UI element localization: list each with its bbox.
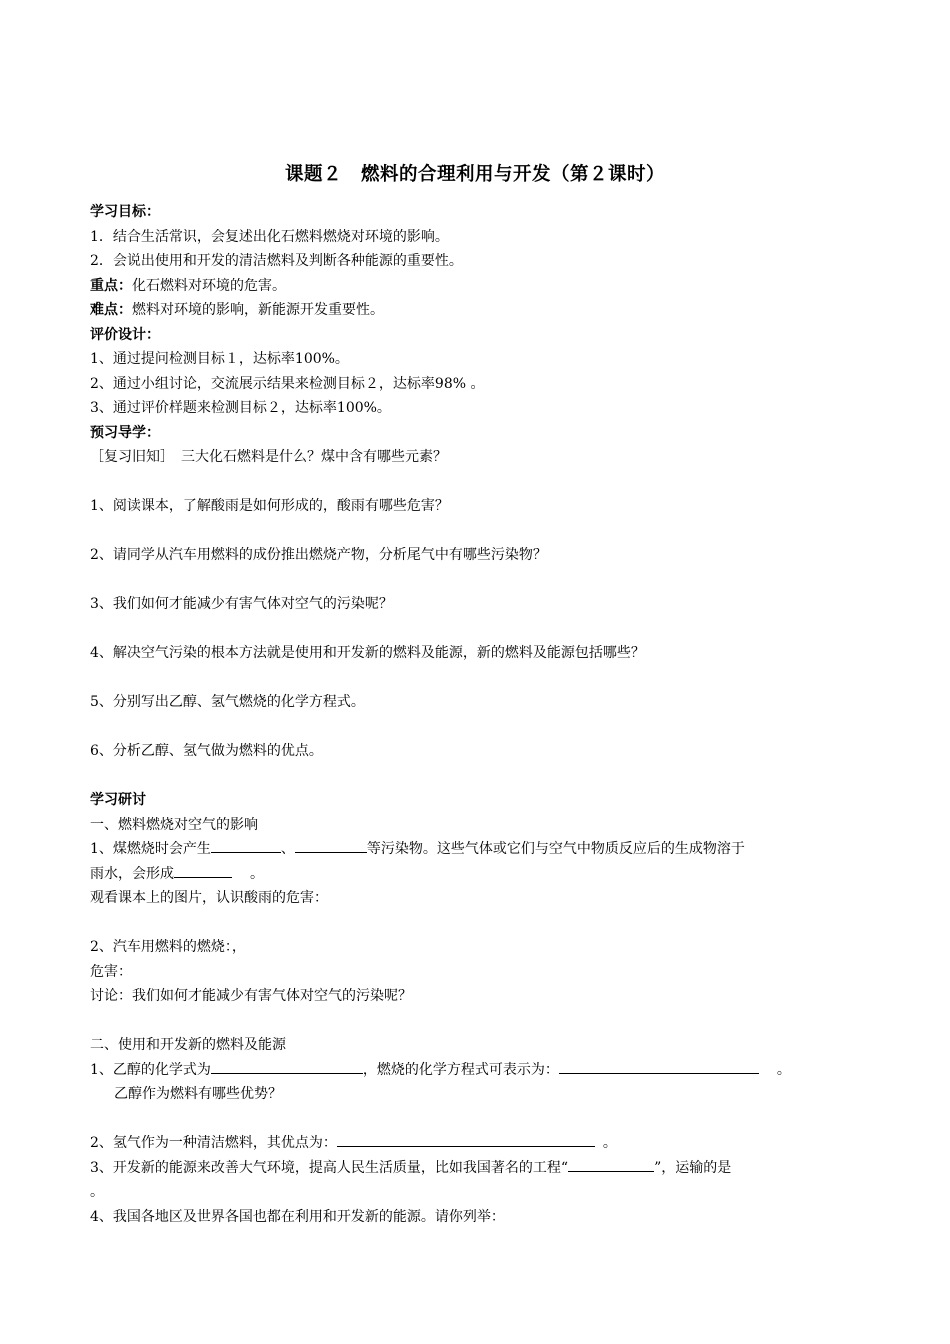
difficulty-label: 难点：	[90, 302, 132, 318]
review-question: ［复习旧知］ 三大化石燃料是什么？煤中含有哪些元素？	[90, 449, 447, 465]
evaluation-heading: 评价设计：	[90, 326, 160, 343]
section1-question-1-cont	[90, 862, 870, 887]
section1-title: 一、燃料燃烧对空气的影响	[90, 816, 258, 833]
answer-blank-6[interactable]	[337, 1131, 595, 1147]
answer-blank-5[interactable]	[559, 1058, 759, 1074]
s2q3-text-a: 3、开发新的能源来改善大气环境，提高人民生活质量，比如我国著名的工程“	[90, 1159, 569, 1176]
s1q1-text-b: 等污染物。这些气体或它们与空气中物质反应后的生成物溶于	[366, 841, 745, 857]
answer-blank-4[interactable]	[211, 1058, 363, 1074]
preview-heading: 预习导学：	[90, 424, 160, 441]
s1q1-sep: 、	[280, 841, 295, 857]
s2q2-end: 。	[602, 1135, 617, 1151]
preview-question-5: 5、分别写出乙醇、氢气燃烧的化学方程式。	[90, 694, 365, 710]
harm-label: 危害：	[90, 963, 132, 980]
evaluation-item-3: 3、通过评价样题来检测目标２，达标率100%。	[90, 400, 391, 416]
preview-question-3: 3、我们如何才能减少有害气体对空气的污染呢？	[90, 596, 393, 612]
preview-question-6: 6、分析乙醇、氢气做为燃料的优点。	[90, 743, 323, 759]
discuss-text: 讨论：我们如何才能减少有害气体对空气的污染呢？	[90, 988, 412, 1004]
section2-question-1-follow: 乙醇作为燃料有哪些优势？	[114, 1086, 282, 1102]
difficulty	[90, 298, 870, 323]
evaluation-item-2: 2、通过小组讨论，交流展示结果来检测目标２，达标率98% 。	[90, 375, 485, 392]
section2-question-4: 4、我国各地区及世界各国也都在利用和开发新的能源。请你列举：	[90, 1208, 505, 1225]
section2-question-3-end: 。	[90, 1184, 104, 1200]
section2-title: 二、使用和开发新的燃料及能源	[90, 1037, 286, 1053]
s2q3-text-b: ”，运输的是	[654, 1159, 732, 1176]
difficulty-text: 燃料对环境的影响，新能源开发重要性。	[132, 302, 384, 318]
s1q1-text-c: 雨水，会形成	[90, 865, 174, 882]
section2-question-1	[90, 1058, 870, 1083]
answer-blank-2[interactable]	[295, 837, 367, 853]
s2q1-text-a: 1、乙醇的化学式为	[90, 1061, 211, 1078]
preview-question-1: 1、阅读课本，了解酸雨是如何形成的，酸雨有哪些危害？	[90, 498, 449, 514]
objective-item-2: 2．会说出使用和开发的清洁燃料及判断各种能源的重要性。	[90, 253, 463, 269]
key-point	[90, 274, 870, 299]
s2q1-end: 。	[776, 1061, 791, 1078]
objective-item-1: 1．结合生活常识，会复述出化石燃料燃烧对环境的影响。	[90, 228, 449, 245]
s2q1-text-b: ，燃烧的化学方程式可表示为：	[362, 1061, 559, 1078]
s1q1-text-a: 1、煤燃烧时会产生	[90, 841, 211, 857]
observe-text: 观看课本上的图片，认识酸雨的危害：	[90, 890, 328, 906]
objectives-heading: 学习目标：	[90, 204, 160, 220]
key-point-text: 化石燃料对环境的危害。	[132, 277, 286, 294]
s1q1-end: 。	[250, 865, 264, 882]
evaluation-item-1: 1、通过提问检测目标１，达标率100%。	[90, 351, 349, 367]
study-heading: 学习研讨	[90, 792, 146, 808]
answer-blank-3[interactable]	[174, 862, 232, 878]
preview-question-4: 4、解决空气污染的根本方法就是使用和开发新的燃料及能源，新的燃料及能源包括哪些？	[90, 645, 645, 661]
document-body	[90, 200, 870, 1229]
section1-question-2: 2、汽车用燃料的燃烧：，	[90, 939, 246, 955]
preview-question-2: 2、请同学从汽车用燃料的成份推出燃烧产物，分析尾气中有哪些污染物？	[90, 547, 547, 563]
answer-blank-1[interactable]	[211, 837, 281, 853]
section2-question-3	[90, 1156, 870, 1181]
page-title: 课题２ 燃料的合理利用与开发（第２课时）	[284, 164, 665, 185]
key-point-label: 重点：	[90, 277, 132, 294]
s2q2-text-a: 2、氢气作为一种清洁燃料，其优点为：	[90, 1135, 337, 1151]
section1-question-1	[90, 837, 870, 862]
answer-blank-7[interactable]	[568, 1156, 654, 1172]
section2-question-2	[90, 1131, 870, 1156]
